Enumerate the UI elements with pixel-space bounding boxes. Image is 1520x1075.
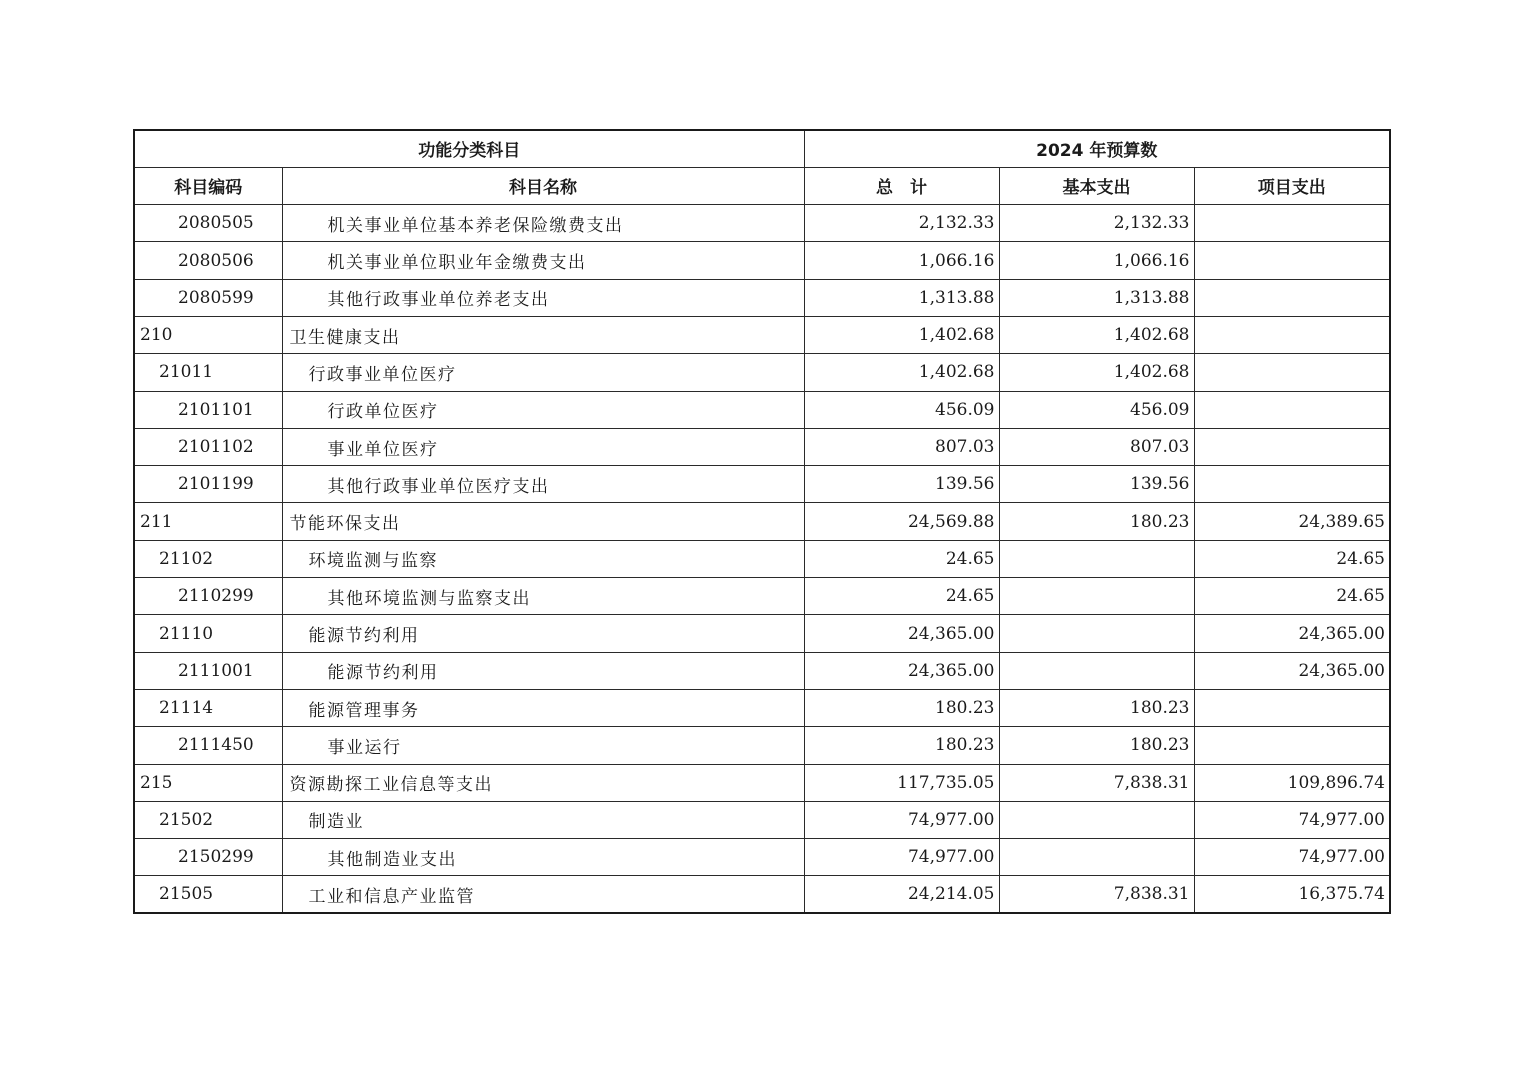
table-row bbox=[134, 466, 1390, 503]
table-row bbox=[134, 428, 1390, 465]
cell-basic-expense: 180.23 bbox=[999, 727, 1194, 764]
cell-subject-code: 21114 bbox=[134, 689, 282, 726]
header-budget-year: 2024 年预算数 bbox=[804, 130, 1390, 167]
cell-project-expense bbox=[1194, 205, 1390, 242]
cell-basic-expense: 7,838.31 bbox=[999, 876, 1194, 913]
cell-basic-expense: 807.03 bbox=[999, 428, 1194, 465]
cell-project-expense: 24.65 bbox=[1194, 578, 1390, 615]
table-body bbox=[134, 205, 1390, 914]
cell-total: 74,977.00 bbox=[804, 839, 999, 876]
table-row bbox=[134, 540, 1390, 577]
cell-total: 117,735.05 bbox=[804, 764, 999, 801]
cell-total: 456.09 bbox=[804, 391, 999, 428]
cell-subject-code: 2101102 bbox=[134, 428, 282, 465]
cell-subject-name: 其他行政事业单位养老支出 bbox=[282, 279, 804, 316]
cell-basic-expense: 456.09 bbox=[999, 391, 1194, 428]
cell-subject-code: 211 bbox=[134, 503, 282, 540]
cell-project-expense: 24,365.00 bbox=[1194, 615, 1390, 652]
table-row bbox=[134, 391, 1390, 428]
table-row bbox=[134, 839, 1390, 876]
cell-subject-code: 2101199 bbox=[134, 466, 282, 503]
budget-table bbox=[133, 129, 1391, 914]
cell-project-expense bbox=[1194, 279, 1390, 316]
cell-basic-expense: 139.56 bbox=[999, 466, 1194, 503]
table-row bbox=[134, 615, 1390, 652]
cell-total: 24.65 bbox=[804, 578, 999, 615]
cell-total: 139.56 bbox=[804, 466, 999, 503]
cell-subject-name: 事业运行 bbox=[282, 727, 804, 764]
cell-total: 180.23 bbox=[804, 727, 999, 764]
cell-subject-name: 能源节约利用 bbox=[282, 615, 804, 652]
cell-basic-expense: 1,066.16 bbox=[999, 242, 1194, 279]
cell-subject-name: 节能环保支出 bbox=[282, 503, 804, 540]
cell-total: 24,214.05 bbox=[804, 876, 999, 913]
table-row bbox=[134, 764, 1390, 801]
cell-project-expense bbox=[1194, 354, 1390, 391]
cell-project-expense: 24,365.00 bbox=[1194, 652, 1390, 689]
cell-subject-name: 能源管理事务 bbox=[282, 689, 804, 726]
cell-project-expense bbox=[1194, 428, 1390, 465]
cell-total: 24,365.00 bbox=[804, 652, 999, 689]
cell-subject-name: 卫生健康支出 bbox=[282, 316, 804, 353]
header-group-row bbox=[134, 130, 1390, 167]
cell-total: 1,066.16 bbox=[804, 242, 999, 279]
cell-basic-expense: 180.23 bbox=[999, 503, 1194, 540]
cell-subject-name: 环境监测与监察 bbox=[282, 540, 804, 577]
table-row bbox=[134, 354, 1390, 391]
cell-subject-code: 21110 bbox=[134, 615, 282, 652]
cell-total: 24,569.88 bbox=[804, 503, 999, 540]
cell-total: 24.65 bbox=[804, 540, 999, 577]
cell-basic-expense bbox=[999, 801, 1194, 838]
cell-total: 2,132.33 bbox=[804, 205, 999, 242]
cell-subject-code: 21505 bbox=[134, 876, 282, 913]
cell-basic-expense: 7,838.31 bbox=[999, 764, 1194, 801]
header-column-row bbox=[134, 167, 1390, 204]
cell-total: 24,365.00 bbox=[804, 615, 999, 652]
cell-total: 74,977.00 bbox=[804, 801, 999, 838]
table-row bbox=[134, 876, 1390, 913]
cell-total: 1,402.68 bbox=[804, 354, 999, 391]
cell-project-expense bbox=[1194, 391, 1390, 428]
cell-project-expense: 24,389.65 bbox=[1194, 503, 1390, 540]
table-row bbox=[134, 205, 1390, 242]
cell-subject-name: 其他制造业支出 bbox=[282, 839, 804, 876]
cell-basic-expense bbox=[999, 652, 1194, 689]
cell-project-expense bbox=[1194, 466, 1390, 503]
cell-basic-expense: 1,402.68 bbox=[999, 354, 1194, 391]
cell-total: 180.23 bbox=[804, 689, 999, 726]
cell-subject-code: 215 bbox=[134, 764, 282, 801]
table-row bbox=[134, 652, 1390, 689]
budget-table-container bbox=[133, 129, 1389, 914]
cell-basic-expense bbox=[999, 615, 1194, 652]
table-row bbox=[134, 801, 1390, 838]
header-project-expense: 项目支出 bbox=[1194, 167, 1390, 204]
cell-subject-code: 21102 bbox=[134, 540, 282, 577]
cell-subject-name: 资源勘探工业信息等支出 bbox=[282, 764, 804, 801]
table-row bbox=[134, 689, 1390, 726]
cell-subject-code: 2111001 bbox=[134, 652, 282, 689]
cell-subject-name: 能源节约利用 bbox=[282, 652, 804, 689]
cell-project-expense: 24.65 bbox=[1194, 540, 1390, 577]
cell-total: 807.03 bbox=[804, 428, 999, 465]
cell-subject-code: 21502 bbox=[134, 801, 282, 838]
cell-subject-name: 行政事业单位医疗 bbox=[282, 354, 804, 391]
cell-basic-expense: 2,132.33 bbox=[999, 205, 1194, 242]
cell-subject-code: 2080599 bbox=[134, 279, 282, 316]
cell-project-expense: 74,977.00 bbox=[1194, 839, 1390, 876]
cell-subject-name: 工业和信息产业监管 bbox=[282, 876, 804, 913]
table-row bbox=[134, 503, 1390, 540]
cell-subject-name: 其他环境监测与监察支出 bbox=[282, 578, 804, 615]
cell-project-expense bbox=[1194, 689, 1390, 726]
cell-subject-code: 2111450 bbox=[134, 727, 282, 764]
cell-total: 1,313.88 bbox=[804, 279, 999, 316]
table-row bbox=[134, 727, 1390, 764]
cell-basic-expense bbox=[999, 839, 1194, 876]
header-subject-name: 科目名称 bbox=[282, 167, 804, 204]
cell-project-expense: 74,977.00 bbox=[1194, 801, 1390, 838]
cell-total: 1,402.68 bbox=[804, 316, 999, 353]
cell-subject-name: 事业单位医疗 bbox=[282, 428, 804, 465]
cell-subject-code: 2101101 bbox=[134, 391, 282, 428]
header-subject-code: 科目编码 bbox=[134, 167, 282, 204]
table-row bbox=[134, 578, 1390, 615]
cell-project-expense bbox=[1194, 316, 1390, 353]
cell-subject-code: 2080506 bbox=[134, 242, 282, 279]
cell-subject-name: 行政单位医疗 bbox=[282, 391, 804, 428]
cell-basic-expense: 1,313.88 bbox=[999, 279, 1194, 316]
cell-project-expense bbox=[1194, 727, 1390, 764]
header-function-category: 功能分类科目 bbox=[134, 130, 804, 167]
cell-subject-name: 机关事业单位职业年金缴费支出 bbox=[282, 242, 804, 279]
cell-subject-code: 210 bbox=[134, 316, 282, 353]
cell-project-expense bbox=[1194, 242, 1390, 279]
cell-basic-expense bbox=[999, 540, 1194, 577]
table-row bbox=[134, 316, 1390, 353]
cell-basic-expense bbox=[999, 578, 1194, 615]
table-header bbox=[134, 130, 1390, 205]
cell-subject-name: 机关事业单位基本养老保险缴费支出 bbox=[282, 205, 804, 242]
cell-subject-name: 其他行政事业单位医疗支出 bbox=[282, 466, 804, 503]
cell-basic-expense: 180.23 bbox=[999, 689, 1194, 726]
header-total: 总 计 bbox=[804, 167, 999, 204]
table-row bbox=[134, 279, 1390, 316]
cell-project-expense: 16,375.74 bbox=[1194, 876, 1390, 913]
cell-subject-code: 2080505 bbox=[134, 205, 282, 242]
cell-subject-code: 2110299 bbox=[134, 578, 282, 615]
cell-project-expense: 109,896.74 bbox=[1194, 764, 1390, 801]
cell-subject-name: 制造业 bbox=[282, 801, 804, 838]
cell-subject-code: 21011 bbox=[134, 354, 282, 391]
table-row bbox=[134, 242, 1390, 279]
cell-subject-code: 2150299 bbox=[134, 839, 282, 876]
cell-basic-expense: 1,402.68 bbox=[999, 316, 1194, 353]
header-basic-expense: 基本支出 bbox=[999, 167, 1194, 204]
